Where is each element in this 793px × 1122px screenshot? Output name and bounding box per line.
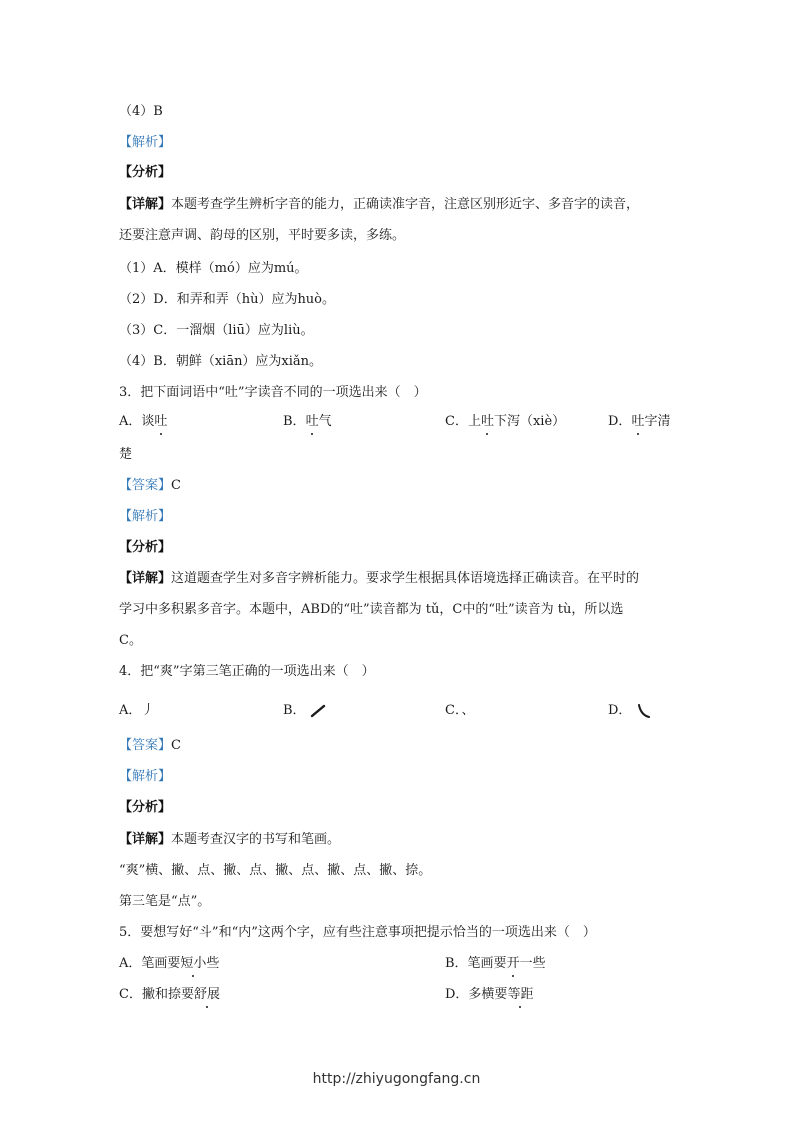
q5-b-post: 一些: [519, 956, 546, 971]
ti-stroke-icon: [310, 704, 326, 718]
q5-b-dotted: 开: [506, 956, 520, 971]
q3-d-text: D．: [608, 414, 632, 429]
q4-b-text: B．: [283, 703, 306, 718]
q5-d-text: D．多横要: [445, 987, 508, 1002]
q3-option-a: [119, 413, 167, 431]
q3-a-text: A．谈: [119, 414, 155, 429]
q5-option-b: [445, 955, 546, 973]
question-3: 3．把下面词语中“吐”字读音不同的一项选出来（ ）: [119, 385, 427, 400]
detail-item-2: （2）D．和弄和弄（hù）应为huò。: [119, 292, 336, 307]
detail-item-3: （3）C．一溜烟（liū）应为liù。: [119, 323, 314, 338]
q3-option-d-cont: 楚: [119, 447, 133, 462]
detail-tag: 【详解】: [119, 832, 172, 847]
q4-d-text: D．: [608, 703, 632, 718]
answer-value: C: [171, 478, 181, 493]
detail-item-1: （1）A．模样（mó）应为mú。: [119, 261, 308, 276]
question-4: 4．把“爽”字第三笔正确的一项选出来（ ）: [119, 664, 375, 679]
q5-option-c: [119, 986, 220, 1004]
q4-analysis-tag: 【解析】: [119, 769, 172, 784]
q5-d-dotted: 等距: [507, 987, 534, 1002]
q3-c-dotted: 吐: [480, 414, 494, 429]
q3-fenxi-tag: 【分析】: [119, 540, 172, 555]
question-5: 5．要想写好“斗”和“内”这两个字，应有些注意事项把提示恰当的一项选出来（ ）: [119, 925, 596, 940]
q5-a-post: 些: [206, 956, 220, 971]
q3-answer: [119, 477, 181, 495]
q4-option-a: A．丿: [119, 703, 155, 718]
detail-paragraph-1-cont: 还要注意声调、韵母的区别，平时要多读，多练。: [119, 228, 406, 243]
detail-tag: 【详解】: [119, 197, 172, 212]
q3-c-post: 下泻（xiè）: [493, 414, 566, 429]
q5-c-dotted: 舒展: [193, 987, 220, 1002]
answer-tag: 【答案】: [119, 738, 172, 753]
detail-tag: 【详解】: [119, 571, 172, 586]
q3-a-dotted: 吐: [154, 414, 168, 429]
detail-item-4: （4）B．朝鲜（xiān）应为xiǎn。: [119, 354, 323, 369]
q3-d-dotted: 吐: [631, 414, 645, 429]
q4-option-d: [608, 702, 650, 720]
q5-b-text: B．笔画要: [445, 956, 507, 971]
detail-paragraph-1: [119, 196, 639, 214]
q3-option-d: [608, 413, 670, 431]
q3-detail-3: C。: [119, 633, 142, 648]
q5-option-a: [119, 955, 219, 973]
q5-c-text: C．撇和捺要: [119, 987, 194, 1002]
q5-a-text: A．笔画要: [119, 956, 181, 971]
q4-fenxi-tag: 【分析】: [119, 800, 172, 815]
q4-option-c: C．、: [445, 703, 475, 718]
q3-option-c: [445, 413, 565, 431]
q4-detail-2: “爽”横、撇、点、撇、点、撇、点、撇、点、撇、捺。: [119, 863, 432, 878]
detail-text: 本题考查学生辨析字音的能力，正确读准字音，注意区别形近字、多音字的读音，: [171, 197, 640, 212]
analysis-tag: 【解析】: [119, 135, 172, 150]
detail-text: 这道题查学生对多音字辨析能力。要求学生根据具体语境选择正确读音。在平时的: [171, 571, 640, 586]
q4-answer: [119, 737, 181, 755]
q5-option-d: [445, 986, 533, 1004]
answer-tag: 【答案】: [119, 478, 172, 493]
answer-4-b: （4）B: [119, 104, 163, 119]
q3-c-text: C．上: [445, 414, 481, 429]
q3-b-text: B．: [283, 414, 306, 429]
fenxi-tag: 【分析】: [119, 165, 172, 180]
q3-b-dotted: 吐: [305, 414, 319, 429]
answer-value: C: [171, 738, 181, 753]
q3-detail: [119, 570, 639, 588]
q5-a-dotted: 短小: [180, 956, 207, 971]
q3-analysis-tag: 【解析】: [119, 509, 172, 524]
q4-option-b: [283, 702, 326, 720]
footer-url: http://zhiyugongfang.cn: [312, 1071, 481, 1087]
na-stroke-icon: [636, 704, 650, 718]
q3-d-post: 字清: [644, 414, 671, 429]
q4-detail: [119, 831, 340, 849]
detail-text: 本题考查汉字的书写和笔画。: [171, 832, 341, 847]
q3-b-post: 气: [318, 414, 332, 429]
q4-detail-3: 第三笔是“点”。: [119, 894, 211, 909]
q3-detail-2: 学习中多积累多音字。本题中，ABD的“吐”读音都为 tǔ，C中的“吐”读音为 tù，所以选: [119, 602, 624, 617]
q3-option-b: [283, 413, 332, 431]
